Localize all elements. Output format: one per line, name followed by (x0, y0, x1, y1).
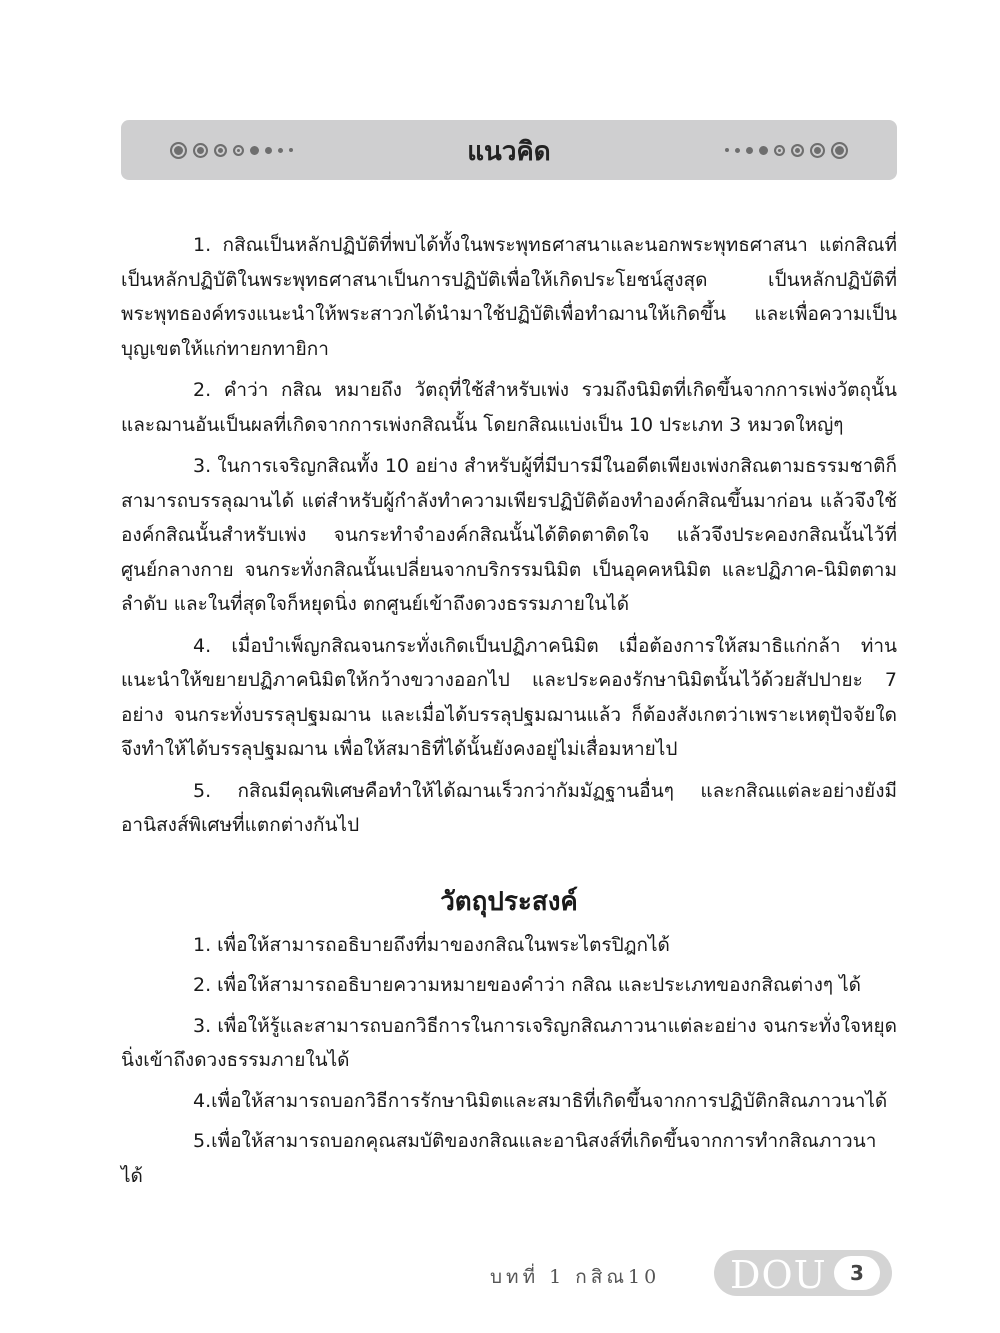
footer-badge (714, 1250, 892, 1296)
concept-paragraph-1: 1. กสิณเป็นหลักปฏิบัติที่พบได้ทั้งในพระพุทธศาสนาและนอกพระพุทธศาสนา แต่กสิณที่เป็นหลักปฏิบัติในพระพุทธศาสนาเป็นการปฏิบัติเพื่อให้เกิดประโยชน์สูงสุด เป็นหลักปฏิบัติที่พระพุทธองค์ทรงแนะนำให้พระสาวกได้นำมาใช้ปฏิบัติเพื่อทำฌานให้เกิดขึ้น และเพื่อความเป็นบุญเขตให้แก่ทายกทายิกา (121, 234, 897, 360)
dot-icon (735, 148, 740, 153)
objective-item-1: 1. เพื่อให้สามารถอธิบายถึงที่มาของกสิณในพระไตรปิฎกได้ (193, 933, 670, 956)
concept-paragraph-3: 3. ในการเจริญกสิณทั้ง 10 อย่าง สำหรับผู้ที่มีบารมีในอดีตเพียงเพ่งกสิณตามธรรมชาติก็สามารถบรรลุฌานได้ แต่สำหรับผู้กำลังทำความเพียรปฏิบัติต้องทำองค์กสิณขึ้นมาก่อน แล้วจึงใช้องค์กสิณนั้นสำหรับเพ่ง จนกระทำจำองค์กสิณนั้นได้ติดตาติดใจ แล้วจึงประคองกสิณนั้นไว้ที่ศูนย์กลางกาย จนกระทั่งกสิณนั้นเปลี่ยนจากบริกรรมนิมิต เป็นอุคคหนิมิต และปฏิภาค-นิมิตตามลำดับ และในที่สุดใจก็หยุดนิ่ง ตกศูนย์เข้าถึงดวงธรรมภายในได้ (121, 455, 897, 615)
decorative-dots-right (722, 140, 851, 160)
dot-icon (725, 148, 729, 152)
objective-item-3: 3. เพื่อให้รู้และสามารถบอกวิธีการในการเจริญกสิณภาวนาแต่ละอย่าง จนกระทั่งใจหยุดนิ่งเข้าถึงดวงธรรมภายในได้ (121, 1014, 897, 1071)
dot-icon (831, 142, 848, 159)
dot-icon (810, 143, 825, 158)
dot-icon (759, 146, 768, 155)
concept-paragraph-2: 2. คำว่า กสิณ หมายถึง วัตถุที่ใช้สำหรับเพ่ง รวมถึงนิมิตที่เกิดขึ้นจากการเพ่งวัตถุนั้นและฌานอันเป็นผลที่เกิดจากการเพ่งกสิณนั้น โดยกสิณแบ่งเป็น 10 ประเภท 3 หมวดใหญ่ๆ (121, 379, 897, 436)
objective-item-5: 5.เพื่อให้สามารถบอกคุณสมบัติของกสิณและอานิสงส์ที่เกิดขึ้นจากการทำกสิณภาวนาได้ (121, 1130, 877, 1187)
objective-item-4: 4.เพื่อให้สามารถบอกวิธีการรักษานิมิตและสมาธิที่เกิดขึ้นจากการปฏิบัติกสิณภาวนาได้ (193, 1089, 888, 1112)
objectives-title: วัตถุประสงค์ (440, 886, 578, 917)
concept-paragraph-4: 4. เมื่อบำเพ็ญกสิณจนกระทั่งเกิดเป็นปฏิภาคนิมิต เมื่อต้องการให้สมาธิแก่กล้า ท่านแนะนำให้ขยายปฏิภาคนิมิตให้กว้างขวางออกไป และประคองรักษานิมิตนั้นไว้ด้วยสัปปายะ 7 อย่าง จนกระทั่งบรรลุปฐมฌาน และเมื่อได้บรรลุปฐมฌานแล้ว ก็ต้องสังเกตว่าเพราะเหตุปัจจัยใดจึงทำให้ได้บรรลุปฐมฌาน เพื่อให้สมาธิที่ได้นั้นยังคงอยู่ไม่เสื่อมหายไป (121, 634, 897, 760)
page-number: 3 (834, 1256, 880, 1290)
concept-paragraph-5: 5. กสิณมีคุณพิเศษคือทำให้ได้ฌานเร็วกว่ากัมมัฏฐานอื่นๆ และกสิณแต่ละอย่างยังมีอานิสงส์พิเศษที่แตกต่างกันไป (121, 779, 897, 836)
dot-icon (791, 144, 804, 157)
dot-icon (746, 147, 753, 154)
header-title: แนวคิด (467, 137, 551, 167)
dot-icon (774, 145, 785, 156)
objective-item-2: 2. เพื่อให้สามารถอธิบายความหมายของคำว่า กสิณ และประเภทของกสิณต่างๆ ได้ (193, 974, 861, 996)
dou-logo: DOU (730, 1253, 827, 1297)
header-bar (121, 120, 897, 180)
main-content (121, 228, 897, 1199)
footer-chapter: บทที่ 1 กสิณ10 (490, 1266, 661, 1288)
